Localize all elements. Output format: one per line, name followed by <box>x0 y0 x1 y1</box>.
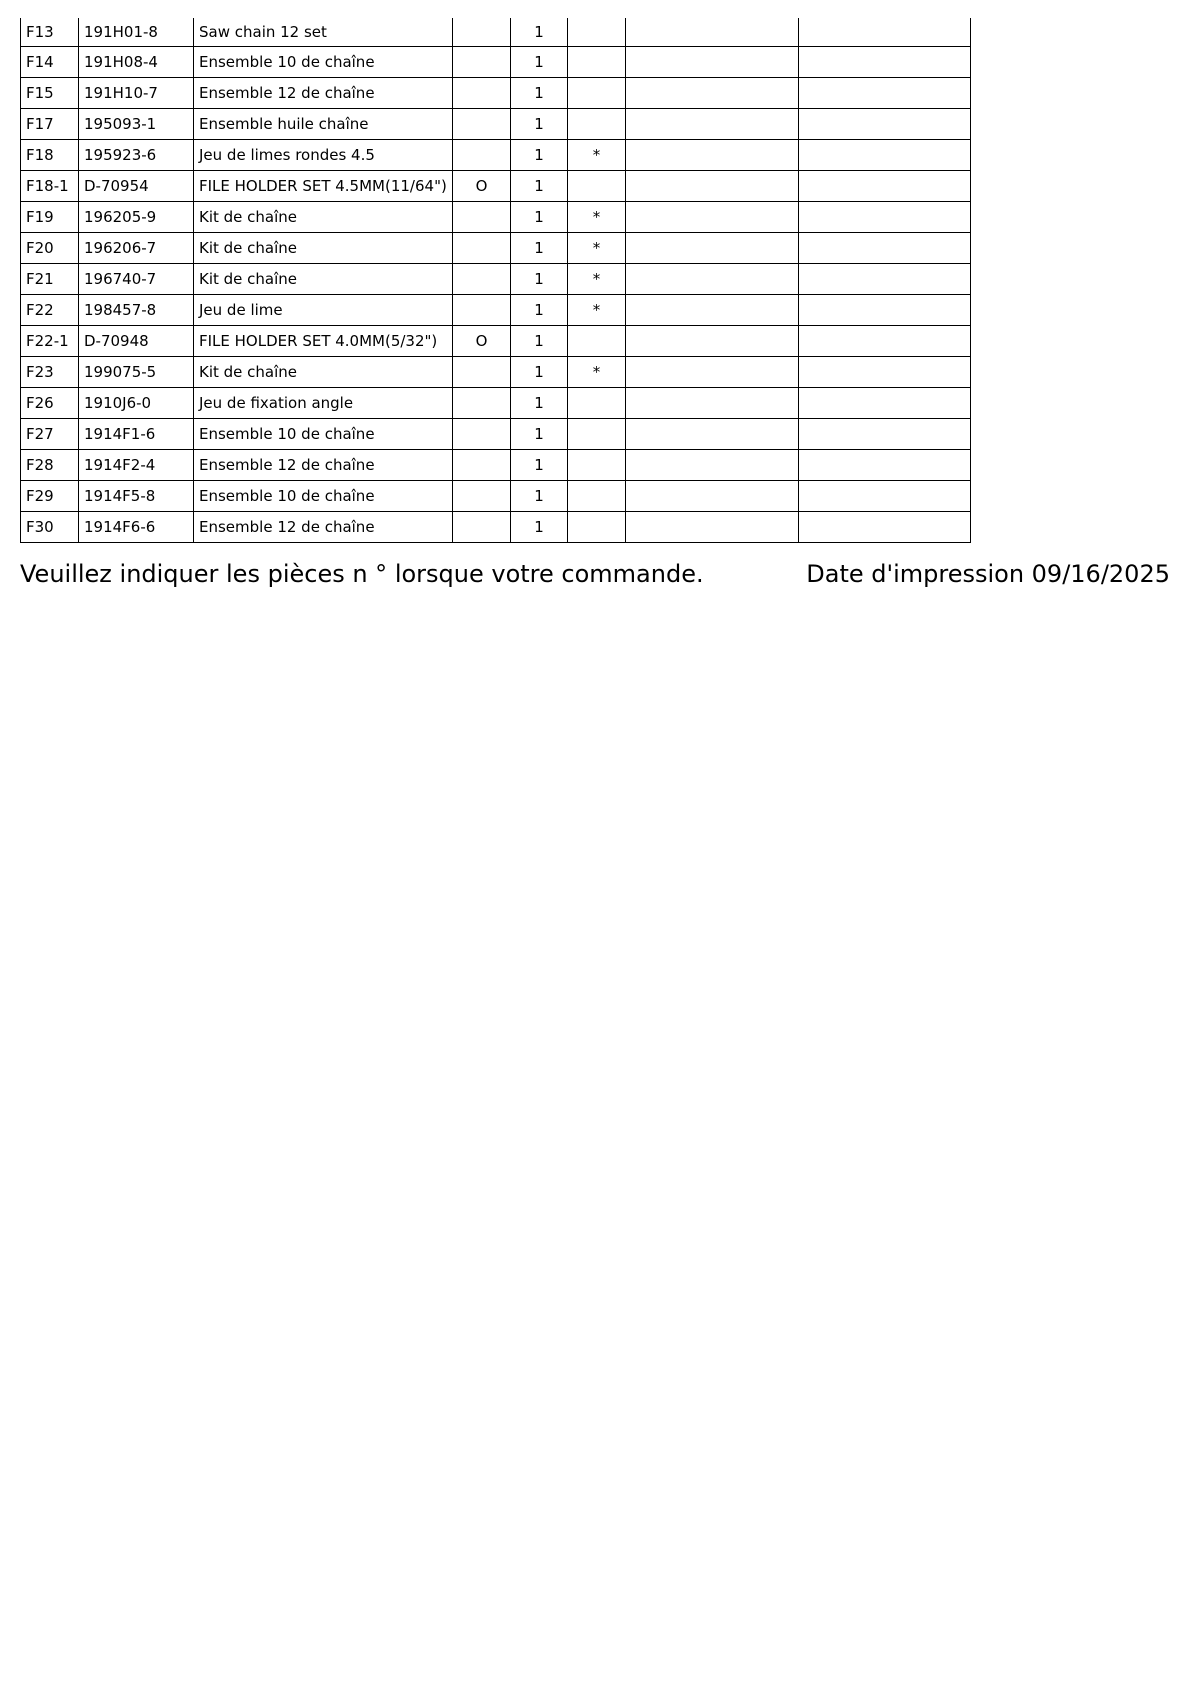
cell-empty <box>799 47 971 78</box>
cell-quantity: 1 <box>511 47 568 78</box>
cell-description: Ensemble 10 de chaîne <box>194 47 453 78</box>
cell-item-no: F14 <box>21 47 79 78</box>
cell-note: * <box>568 357 626 388</box>
cell-empty <box>799 78 971 109</box>
cell-empty <box>626 481 799 512</box>
cell-part-no: 1914F2-4 <box>79 450 194 481</box>
cell-mark <box>453 419 511 450</box>
table-row <box>21 233 971 264</box>
cell-description: FILE HOLDER SET 4.0MM(5/32") <box>194 326 453 357</box>
cell-description: Kit de chaîne <box>194 202 453 233</box>
table-row <box>21 388 971 419</box>
cell-note <box>568 171 626 202</box>
cell-quantity: 1 <box>511 202 568 233</box>
cell-note <box>568 78 626 109</box>
cell-quantity: 1 <box>511 357 568 388</box>
cell-mark <box>453 450 511 481</box>
cell-part-no: 1914F1-6 <box>79 419 194 450</box>
cell-empty <box>626 109 799 140</box>
cell-empty <box>626 326 799 357</box>
table-row <box>21 171 971 202</box>
table-row <box>21 295 971 326</box>
cell-note <box>568 419 626 450</box>
cell-empty <box>626 140 799 171</box>
cell-item-no: F29 <box>21 481 79 512</box>
cell-item-no: F20 <box>21 233 79 264</box>
cell-part-no: 198457-8 <box>79 295 194 326</box>
cell-quantity: 1 <box>511 140 568 171</box>
cell-empty <box>626 18 799 47</box>
cell-empty <box>799 388 971 419</box>
cell-note: * <box>568 202 626 233</box>
table-row <box>21 357 971 388</box>
cell-quantity: 1 <box>511 388 568 419</box>
cell-item-no: F15 <box>21 78 79 109</box>
cell-empty <box>799 481 971 512</box>
cell-empty <box>626 450 799 481</box>
cell-mark <box>453 388 511 419</box>
cell-empty <box>626 78 799 109</box>
print-date: Date d'impression 09/16/2025 <box>806 560 1170 588</box>
cell-description: Kit de chaîne <box>194 233 453 264</box>
cell-description: Jeu de lime <box>194 295 453 326</box>
table-row <box>21 109 971 140</box>
cell-mark <box>453 109 511 140</box>
cell-part-no: 195093-1 <box>79 109 194 140</box>
cell-mark <box>453 47 511 78</box>
cell-item-no: F21 <box>21 264 79 295</box>
cell-item-no: F17 <box>21 109 79 140</box>
cell-empty <box>626 419 799 450</box>
cell-mark <box>453 233 511 264</box>
cell-item-no: F22 <box>21 295 79 326</box>
cell-mark <box>453 264 511 295</box>
cell-description: Saw chain 12 set <box>194 18 453 47</box>
cell-part-no: 1914F6-6 <box>79 512 194 543</box>
cell-part-no: 196205-9 <box>79 202 194 233</box>
cell-part-no: 195923-6 <box>79 140 194 171</box>
cell-description: Ensemble 10 de chaîne <box>194 419 453 450</box>
cell-quantity: 1 <box>511 450 568 481</box>
cell-empty <box>799 109 971 140</box>
table-row <box>21 512 971 543</box>
table-row <box>21 47 971 78</box>
cell-description: Ensemble 12 de chaîne <box>194 450 453 481</box>
cell-empty <box>626 388 799 419</box>
cell-part-no: 1914F5-8 <box>79 481 194 512</box>
cell-empty <box>799 233 971 264</box>
cell-quantity: 1 <box>511 295 568 326</box>
cell-note: * <box>568 264 626 295</box>
cell-empty <box>799 295 971 326</box>
cell-empty <box>626 202 799 233</box>
cell-mark: O <box>453 171 511 202</box>
cell-description: Jeu de fixation angle <box>194 388 453 419</box>
cell-part-no: 191H01-8 <box>79 18 194 47</box>
cell-empty <box>626 171 799 202</box>
table-row <box>21 78 971 109</box>
cell-mark: O <box>453 326 511 357</box>
cell-description: Ensemble 12 de chaîne <box>194 512 453 543</box>
cell-quantity: 1 <box>511 233 568 264</box>
cell-note: * <box>568 295 626 326</box>
cell-item-no: F22-1 <box>21 326 79 357</box>
cell-part-no: 196740-7 <box>79 264 194 295</box>
cell-description: Jeu de limes rondes 4.5 <box>194 140 453 171</box>
cell-mark <box>453 202 511 233</box>
table-row <box>21 419 971 450</box>
cell-empty <box>799 264 971 295</box>
cell-part-no: 199075-5 <box>79 357 194 388</box>
table-row <box>21 264 971 295</box>
cell-note: * <box>568 233 626 264</box>
cell-item-no: F18-1 <box>21 171 79 202</box>
table-row <box>21 326 971 357</box>
cell-note: * <box>568 140 626 171</box>
cell-note <box>568 109 626 140</box>
cell-item-no: F26 <box>21 388 79 419</box>
cell-description: FILE HOLDER SET 4.5MM(11/64") <box>194 171 453 202</box>
cell-empty <box>626 47 799 78</box>
cell-mark <box>453 512 511 543</box>
cell-item-no: F13 <box>21 18 79 47</box>
cell-description: Kit de chaîne <box>194 264 453 295</box>
cell-quantity: 1 <box>511 264 568 295</box>
table-row <box>21 202 971 233</box>
order-instruction: Veuillez indiquer les pièces n ° lorsque votre commande. <box>20 560 704 588</box>
cell-description: Ensemble 10 de chaîne <box>194 481 453 512</box>
cell-note <box>568 18 626 47</box>
cell-empty <box>799 450 971 481</box>
cell-item-no: F18 <box>21 140 79 171</box>
parts-table-body <box>21 18 971 543</box>
cell-item-no: F28 <box>21 450 79 481</box>
cell-empty <box>626 357 799 388</box>
cell-mark <box>453 18 511 47</box>
cell-description: Ensemble huile chaîne <box>194 109 453 140</box>
cell-note <box>568 512 626 543</box>
cell-quantity: 1 <box>511 419 568 450</box>
cell-mark <box>453 481 511 512</box>
table-row <box>21 450 971 481</box>
cell-empty <box>799 171 971 202</box>
cell-quantity: 1 <box>511 481 568 512</box>
cell-part-no: 191H08-4 <box>79 47 194 78</box>
cell-empty <box>799 326 971 357</box>
cell-note <box>568 388 626 419</box>
cell-note <box>568 47 626 78</box>
cell-mark <box>453 295 511 326</box>
cell-item-no: F19 <box>21 202 79 233</box>
cell-empty <box>626 264 799 295</box>
cell-empty <box>799 140 971 171</box>
cell-description: Ensemble 12 de chaîne <box>194 78 453 109</box>
cell-quantity: 1 <box>511 171 568 202</box>
cell-empty <box>626 233 799 264</box>
cell-part-no: 1910J6-0 <box>79 388 194 419</box>
cell-quantity: 1 <box>511 109 568 140</box>
cell-mark <box>453 78 511 109</box>
cell-empty <box>626 512 799 543</box>
cell-note <box>568 450 626 481</box>
cell-item-no: F30 <box>21 512 79 543</box>
cell-quantity: 1 <box>511 326 568 357</box>
cell-empty <box>799 419 971 450</box>
cell-quantity: 1 <box>511 512 568 543</box>
cell-empty <box>626 295 799 326</box>
cell-item-no: F27 <box>21 419 79 450</box>
cell-note <box>568 326 626 357</box>
cell-note <box>568 481 626 512</box>
table-row <box>21 140 971 171</box>
cell-part-no: D-70948 <box>79 326 194 357</box>
cell-quantity: 1 <box>511 78 568 109</box>
cell-part-no: 196206-7 <box>79 233 194 264</box>
parts-table <box>20 18 971 543</box>
cell-part-no: 191H10-7 <box>79 78 194 109</box>
cell-empty <box>799 18 971 47</box>
cell-part-no: D-70954 <box>79 171 194 202</box>
cell-item-no: F23 <box>21 357 79 388</box>
cell-empty <box>799 357 971 388</box>
cell-quantity: 1 <box>511 18 568 47</box>
table-row <box>21 481 971 512</box>
table-row <box>21 18 971 47</box>
cell-empty <box>799 512 971 543</box>
cell-mark <box>453 357 511 388</box>
cell-mark <box>453 140 511 171</box>
cell-empty <box>799 202 971 233</box>
cell-description: Kit de chaîne <box>194 357 453 388</box>
